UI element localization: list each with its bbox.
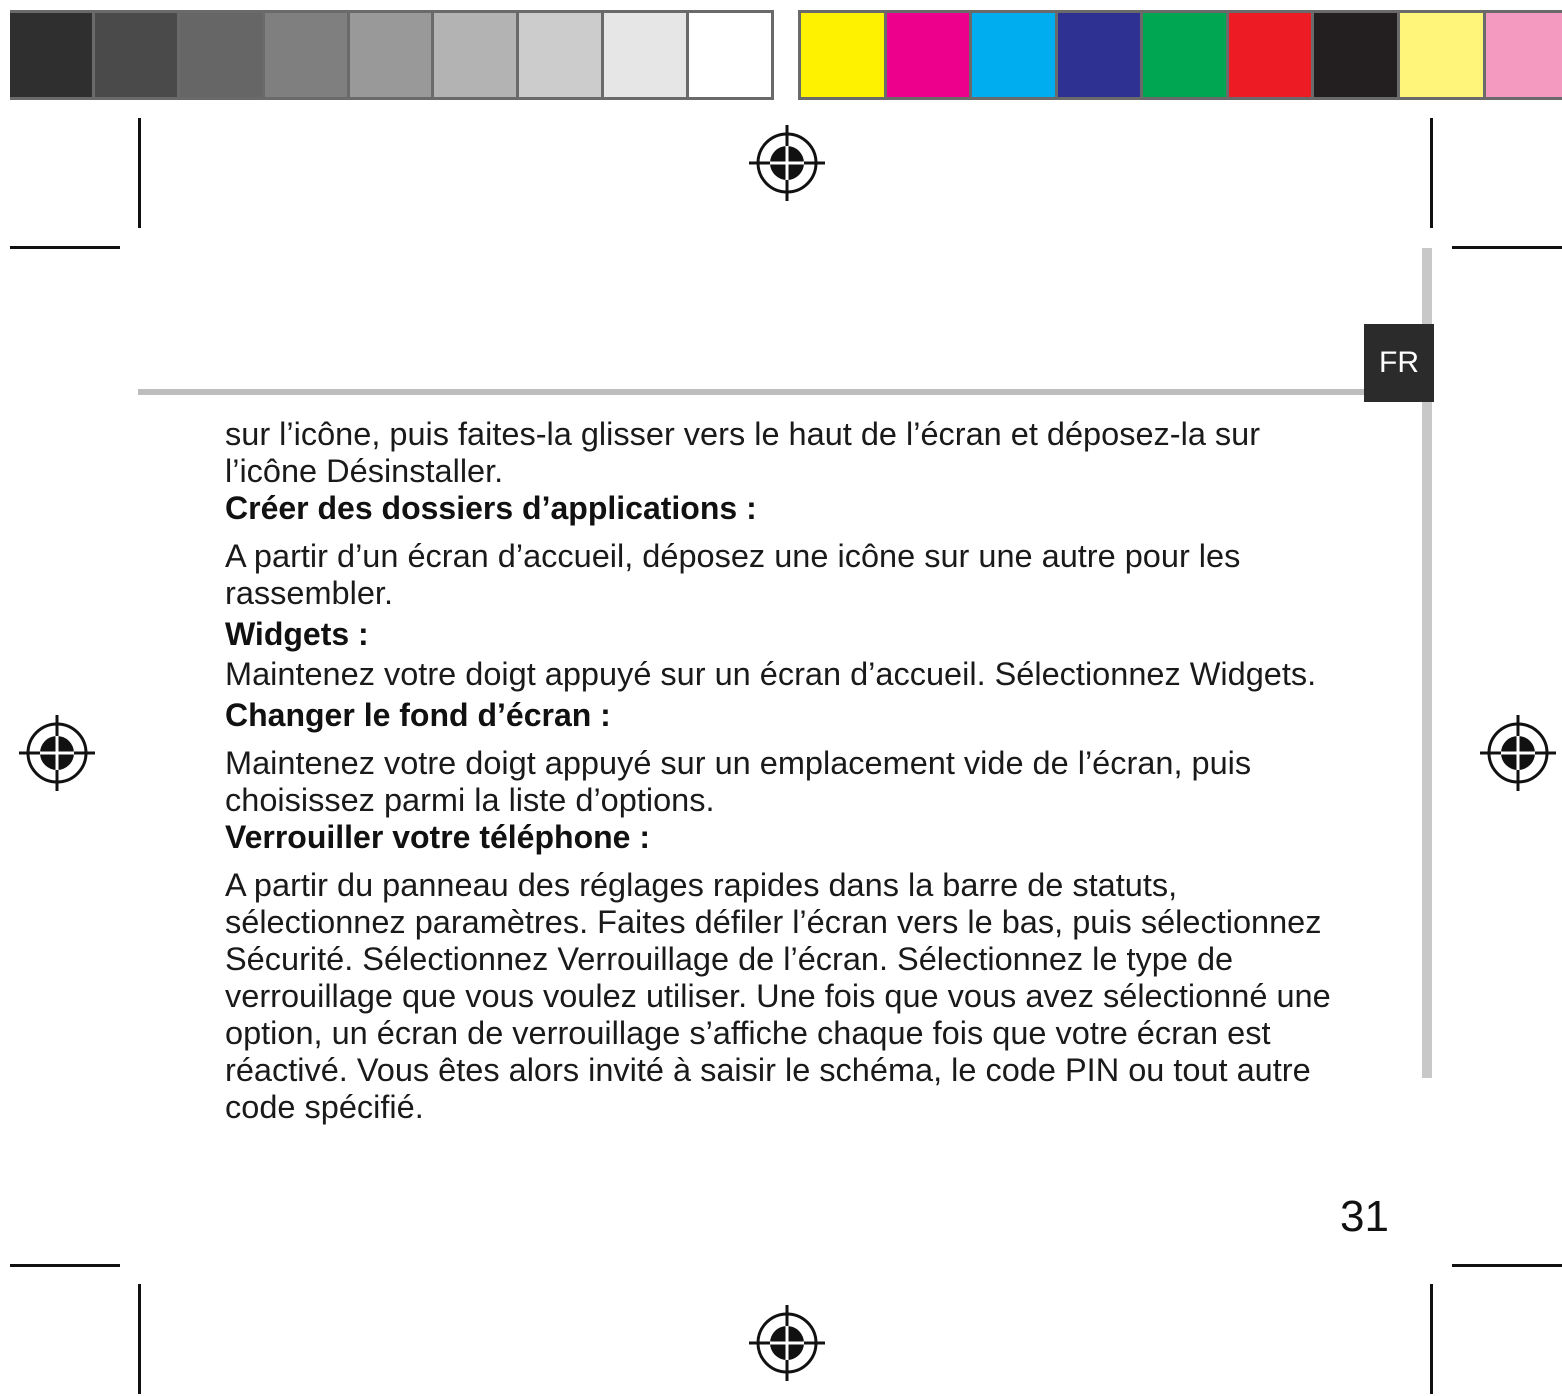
- language-tab: FR: [1364, 324, 1434, 402]
- color-swatch: [1058, 13, 1141, 97]
- gray-swatch: [10, 13, 92, 97]
- section-text-wallpaper: Maintenez votre doigt appuyé sur un emplacement vide de l’écran, puis choisissez parmi la liste d’options.: [225, 745, 1252, 818]
- section-text-folders: A partir d’un écran d’accueil, déposez une icône sur une autre pour les rassembler.: [225, 538, 1241, 611]
- page-content: [225, 416, 1345, 1126]
- color-swatch: [1400, 13, 1483, 97]
- section-heading-widgets: Widgets :: [225, 616, 369, 652]
- crop-mark: [138, 118, 141, 228]
- crosshair-registration-icon: [19, 715, 95, 791]
- color-swatch: [1486, 13, 1562, 97]
- crosshair-registration-icon: [1480, 715, 1556, 791]
- color-swatch: [801, 13, 884, 97]
- crop-mark: [138, 1284, 141, 1394]
- gray-swatch: [689, 13, 771, 97]
- gray-swatch: [180, 13, 262, 97]
- grayscale-calibration-bar: [10, 10, 774, 100]
- header-rule: [138, 389, 1366, 395]
- gray-swatch: [95, 13, 177, 97]
- section-text-lock: A partir du panneau des réglages rapides dans la barre de statuts, sélectionnez paramètres. Faites défiler l’écran vers le bas, puis sélectionnez Sécurité. Sélectionnez Verrouillage de l’écran. Sélectionnez le type de verrouillage que vous voulez utiliser. Une fois que vous avez sélectionné une option, un écran de verrouillage s’affiche chaque fois que votre écran est réactivé. Vous êtes alors invité à saisir le schéma, le code PIN ou tout autre code spécifié.: [225, 867, 1331, 1125]
- color-swatch: [1229, 13, 1312, 97]
- section-heading-wallpaper: Changer le fond d’écran :: [225, 697, 611, 733]
- crop-mark: [1452, 1264, 1562, 1267]
- gray-swatch: [265, 13, 347, 97]
- gray-swatch: [350, 13, 432, 97]
- gray-swatch: [604, 13, 686, 97]
- color-swatch: [1314, 13, 1397, 97]
- crosshair-registration-icon: [749, 1305, 825, 1381]
- section-text-widgets: Maintenez votre doigt appuyé sur un écran d’accueil. Sélectionnez Widgets.: [225, 656, 1317, 692]
- crop-mark: [1430, 118, 1433, 228]
- gray-swatch: [519, 13, 601, 97]
- color-swatch: [972, 13, 1055, 97]
- crop-mark: [1452, 246, 1562, 249]
- color-swatch: [1143, 13, 1226, 97]
- intro-paragraph: sur l’icône, puis faites-la glisser vers le haut de l’écran et déposez-la sur l’icône Désinstaller.: [225, 416, 1261, 489]
- section-heading-lock: Verrouiller votre téléphone :: [225, 819, 650, 855]
- gray-swatch: [434, 13, 516, 97]
- color-swatch: [887, 13, 970, 97]
- crop-mark: [1430, 1284, 1433, 1394]
- crop-mark: [10, 1264, 120, 1267]
- crosshair-registration-icon: [749, 125, 825, 201]
- section-heading-folders: Créer des dossiers d’applications :: [225, 490, 757, 526]
- color-calibration-bar: [798, 10, 1562, 100]
- page-number: 31: [1340, 1192, 1389, 1241]
- crop-mark: [10, 246, 120, 249]
